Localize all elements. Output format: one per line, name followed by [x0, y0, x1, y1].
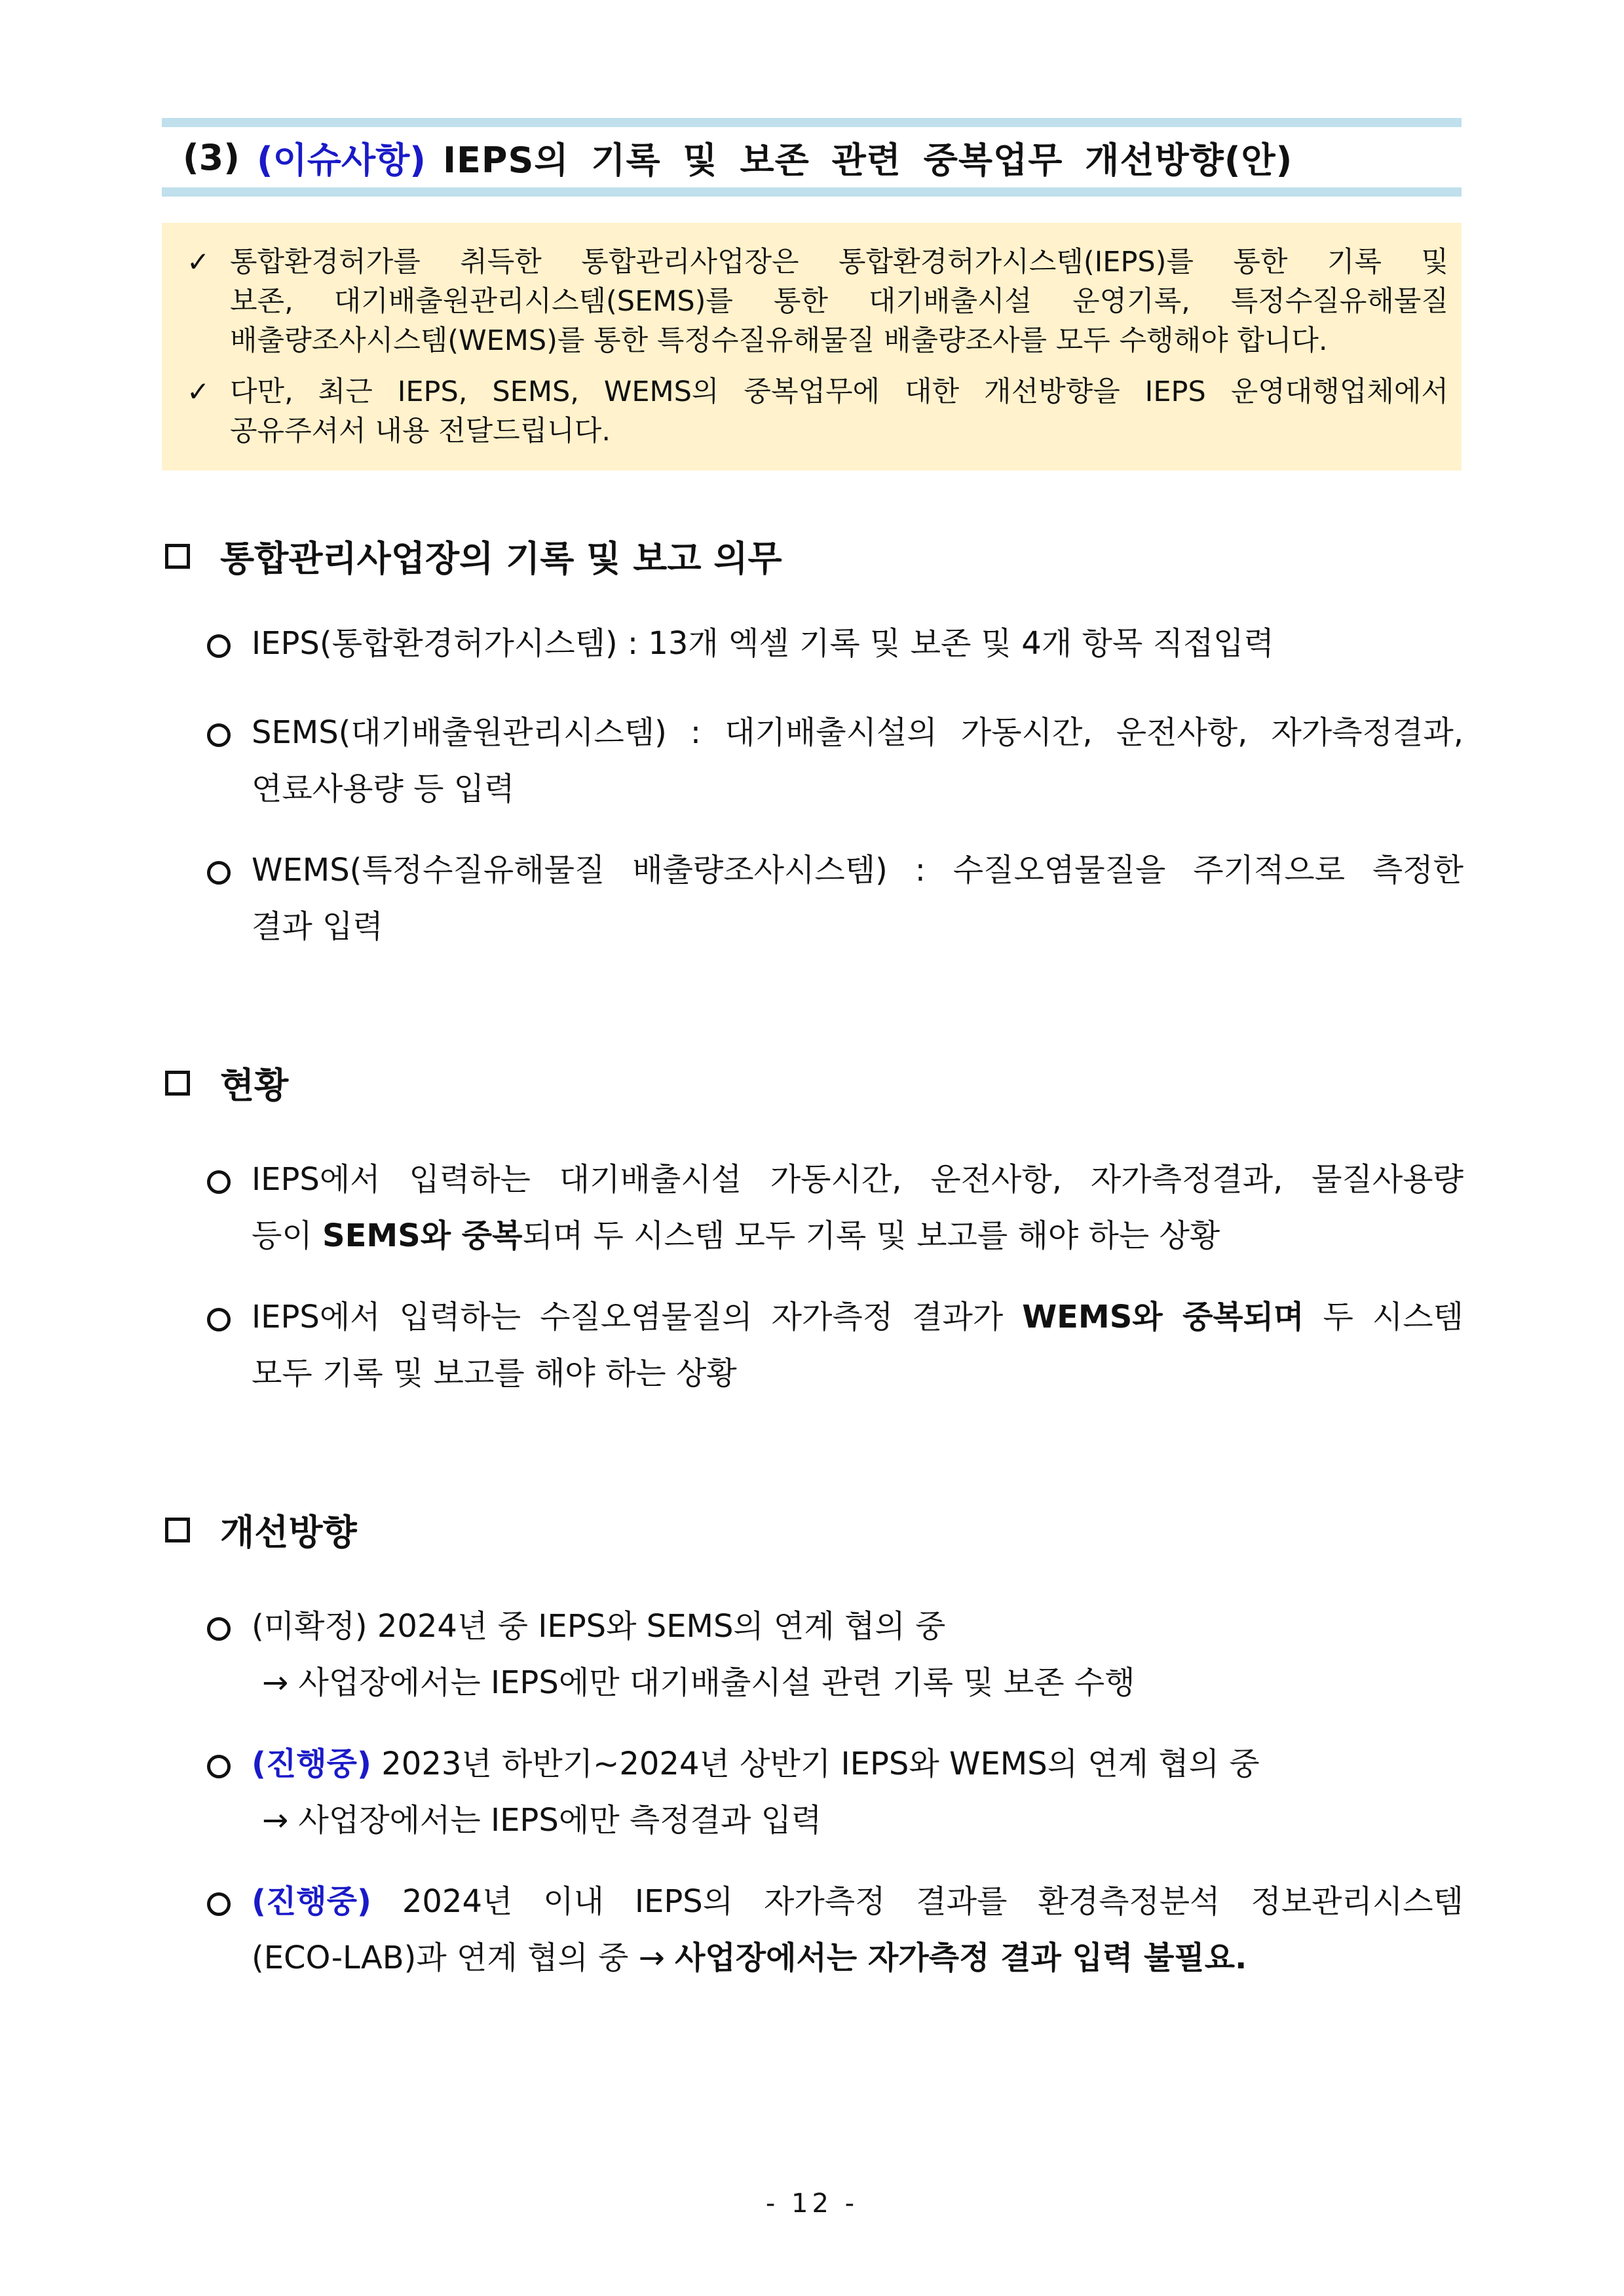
check-icon: ✓ [187, 375, 210, 408]
check-icon: ✓ [187, 246, 210, 278]
title-number: (3) [183, 136, 240, 178]
section-heading-text: 통합관리사업장의 기록 및 보고 의무 [220, 538, 782, 579]
duty-wems-line-2: 결과 입력 [252, 908, 383, 945]
circle-bullet-icon [207, 1308, 231, 1331]
section-heading-duties [165, 531, 782, 581]
status-2-line-1: IEPS에서 입력하는 수질오염물질의 자가측정 결과가 WEMS와 중복되며 두 시스템 [252, 1299, 1463, 1335]
plan-2-line-2: → 사업장에서는 IEPS에만 측정결과 입력 [262, 1802, 822, 1839]
plan-3-line-1: (진행중) 2024년 이내 IEPS의 자가측정 결과를 환경측정분석 정보관리시스템 [252, 1883, 1463, 1920]
page-number: - 12 - [765, 2189, 859, 2219]
status-2-line-2: 모두 기록 및 보고를 해야 하는 상황 [252, 1355, 737, 1392]
duty-wems-line-1: WEMS(특정수질유해물질 배출량조사시스템) : 수질오염물질을 주기적으로 측정한 [252, 852, 1463, 889]
section-heading-improvement [165, 1504, 357, 1555]
square-bullet-icon [165, 544, 190, 569]
circle-bullet-icon [207, 861, 231, 885]
circle-bullet-icon [207, 1755, 231, 1778]
status-1-line-2: 등이 SEMS와 중복되며 두 시스템 모두 기록 및 보고를 해야 하는 상황 [252, 1217, 1220, 1254]
circle-bullet-icon [207, 1892, 231, 1916]
duty-sems-line-2: 연료사용량 등 입력 [252, 771, 515, 807]
notice-2-line-2: 공유주셔서 내용 전달드립니다. [230, 415, 611, 448]
circle-bullet-icon [207, 634, 231, 658]
status-in-progress: (진행중) [252, 1746, 371, 1782]
title-text: IEPS의 기록 및 보존 관련 중복업무 개선방향(안) [442, 139, 1293, 181]
notice-box [162, 223, 1462, 470]
notice-1-line-1: 통합환경허가를 취득한 통합관리사업장은 통합환경허가시스템(IEPS)를 통한 기록 및 [230, 246, 1448, 278]
section-heading-text: 현황 [220, 1065, 289, 1106]
section-title-bar [162, 118, 1462, 197]
section-heading-text: 개선방향 [220, 1512, 357, 1553]
status-in-progress: (진행중) [252, 1883, 371, 1920]
duty-ieps: IEPS(통합환경허가시스템) : 13개 엑셀 기록 및 보존 및 4개 항목 직접입력 [252, 625, 1274, 662]
circle-bullet-icon [207, 723, 231, 747]
notice-1-line-3: 배출량조사시스템(WEMS)를 통한 특정수질유해물질 배출량조사를 모두 수행해야 합니다. [230, 324, 1328, 357]
circle-bullet-icon [207, 1617, 231, 1641]
plan-2-line-1: (진행중) 2023년 하반기~2024년 상반기 IEPS와 WEMS의 연계 협의 중 [252, 1746, 1260, 1782]
notice-1-line-2: 보존, 대기배출원관리시스템(SEMS)를 통한 대기배출시설 운영기록, 특정수질유해물질 [230, 285, 1448, 318]
section-heading-status [165, 1058, 288, 1108]
plan-1-line-2: → 사업장에서는 IEPS에만 대기배출시설 관련 기록 및 보존 수행 [262, 1664, 1135, 1701]
duty-sems-line-1: SEMS(대기배출원관리시스템) : 대기배출시설의 가동시간, 운전사항, 자가측정결과, [252, 714, 1463, 751]
square-bullet-icon [165, 1518, 190, 1542]
status-1-line-1: IEPS에서 입력하는 대기배출시설 가동시간, 운전사항, 자가측정결과, 물질사용량 [252, 1161, 1463, 1198]
title-issue-tag: (이슈사항) [256, 139, 426, 181]
circle-bullet-icon [207, 1170, 231, 1194]
plan-1-line-1: (미확정) 2024년 중 IEPS와 SEMS의 연계 협의 중 [252, 1608, 946, 1645]
plan-3-line-2: (ECO-LAB)과 연계 협의 중 → 사업장에서는 자가측정 결과 입력 불필요. [252, 1940, 1247, 1976]
notice-2-line-1: 다만, 최근 IEPS, SEMS, WEMS의 중복업무에 대한 개선방향을 IEPS 운영대행업체에서 [230, 375, 1448, 408]
square-bullet-icon [165, 1071, 190, 1096]
